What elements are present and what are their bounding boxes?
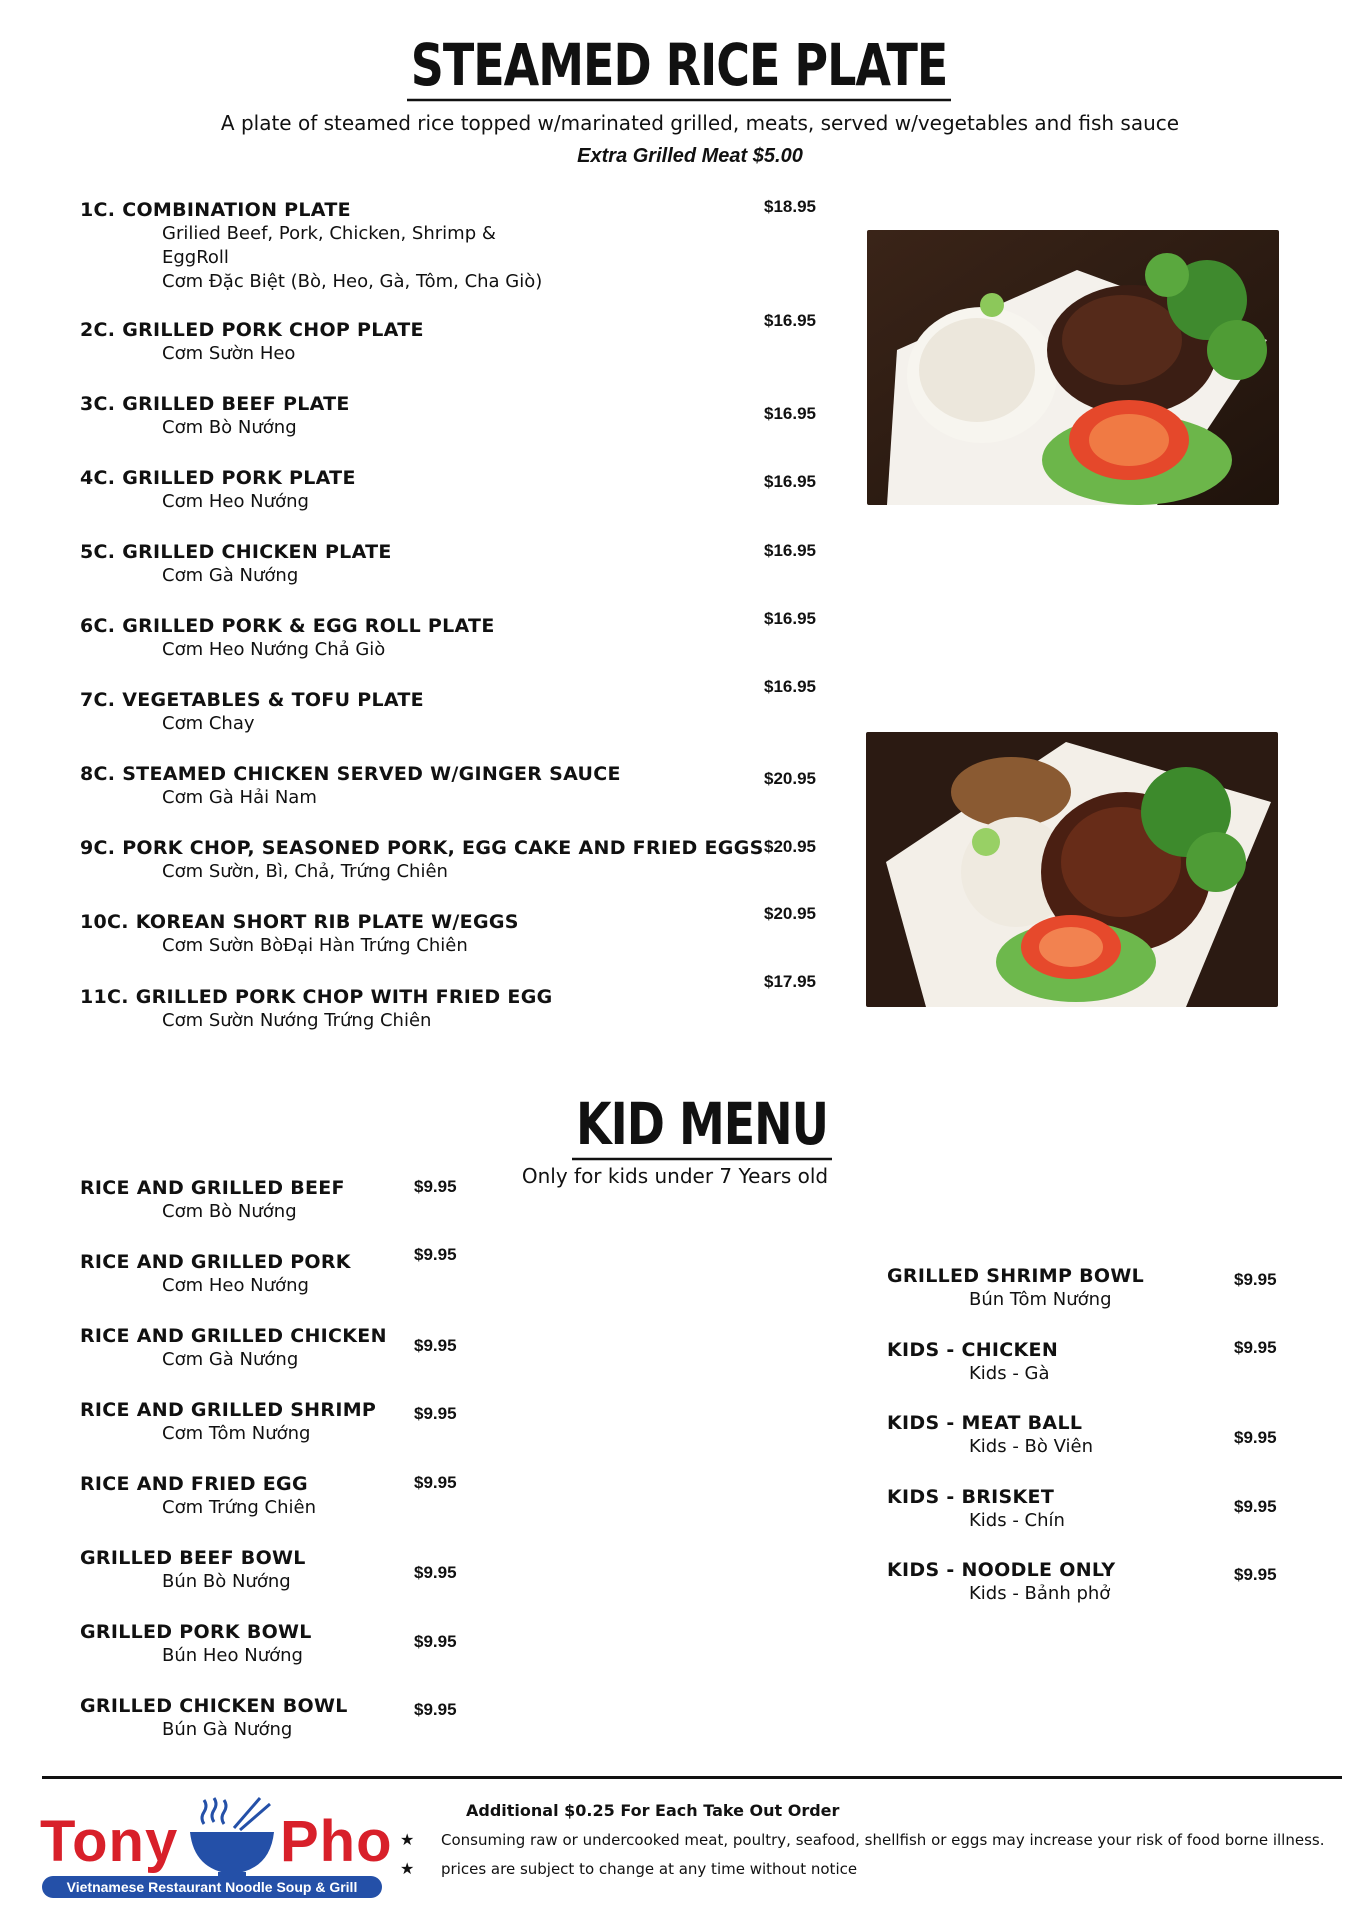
item-price: $9.95 bbox=[1234, 1270, 1277, 1289]
kids-item bbox=[887, 1264, 1144, 1312]
item-desc: Cơm Gà Nướng bbox=[162, 565, 299, 586]
star-icon: ★ bbox=[400, 1859, 415, 1878]
item-name: KIDS - MEAT BALL bbox=[887, 1412, 1083, 1434]
item-price: $9.95 bbox=[1234, 1565, 1277, 1584]
restaurant-logo bbox=[40, 1790, 393, 1900]
menu-item bbox=[80, 198, 542, 294]
item-name: KIDS - NOODLE ONLY bbox=[887, 1559, 1116, 1581]
kids-item bbox=[80, 1620, 312, 1668]
item-desc: Kids - Bò Viên bbox=[969, 1436, 1094, 1457]
logo-tagline: Vietnamese Restaurant Noodle Soup & Grill bbox=[42, 1876, 382, 1898]
kids-item bbox=[80, 1472, 316, 1520]
item-desc: Grilied Beef, Pork, Chicken, Shrimp & bbox=[162, 223, 496, 244]
item-name: 3C. GRILLED BEEF PLATE bbox=[80, 393, 350, 415]
star-icon: ★ bbox=[400, 1830, 415, 1849]
steamed-title-text: STEAMED RICE PLATE bbox=[407, 31, 952, 101]
kids-title-text: KID MENU bbox=[572, 1090, 832, 1160]
kids-item bbox=[80, 1250, 351, 1298]
item-desc: Cơm Chay bbox=[162, 713, 255, 734]
item-price: $9.95 bbox=[1234, 1338, 1277, 1357]
item-price: $9.95 bbox=[414, 1404, 457, 1423]
item-desc: Cơm Heo Nướng Chả Giò bbox=[162, 639, 386, 660]
item-name: GRILLED PORK BOWL bbox=[80, 1621, 312, 1643]
menu-item bbox=[80, 614, 495, 662]
logo-text-tony: Tony bbox=[40, 1809, 179, 1874]
noodle-bowl-icon bbox=[182, 1792, 282, 1882]
item-name: 6C. GRILLED PORK & EGG ROLL PLATE bbox=[80, 615, 495, 637]
menu-item bbox=[80, 688, 424, 736]
item-price: $16.95 bbox=[764, 311, 816, 330]
kids-item bbox=[80, 1324, 387, 1372]
item-desc: Cơm Sườn Nướng Trứng Chiên bbox=[162, 1010, 432, 1031]
item-name: 8C. STEAMED CHICKEN SERVED W/GINGER SAUCE bbox=[80, 763, 621, 785]
item-name: KIDS - CHICKEN bbox=[887, 1339, 1059, 1361]
item-price: $9.95 bbox=[414, 1336, 457, 1355]
kids-item bbox=[887, 1485, 1065, 1533]
item-price: $20.95 bbox=[764, 904, 816, 923]
item-desc: EggRoll bbox=[162, 247, 229, 268]
takeout-note: Additional $0.25 For Each Take Out Order bbox=[466, 1801, 840, 1820]
steamed-subtitle: A plate of steamed rice topped w/marinated grilled, meats, served w/vegetables and fish sauce bbox=[220, 111, 1180, 135]
item-price: $9.95 bbox=[414, 1632, 457, 1651]
item-name: 10C. KOREAN SHORT RIB PLATE W/EGGS bbox=[80, 911, 519, 933]
item-name: 11C. GRILLED PORK CHOP WITH FRIED EGG bbox=[80, 986, 553, 1008]
food-photo-combination bbox=[867, 230, 1279, 505]
item-price: $9.95 bbox=[414, 1563, 457, 1582]
item-price: $16.95 bbox=[764, 404, 816, 423]
item-desc: Kids - Gà bbox=[969, 1363, 1050, 1384]
item-name: RICE AND GRILLED SHRIMP bbox=[80, 1399, 377, 1421]
item-name: 7C. VEGETABLES & TOFU PLATE bbox=[80, 689, 424, 711]
item-name: 5C. GRILLED CHICKEN PLATE bbox=[80, 541, 392, 563]
menu-item bbox=[80, 466, 356, 514]
menu-item bbox=[80, 540, 392, 588]
item-desc: Cơm Tôm Nướng bbox=[162, 1423, 311, 1444]
kids-title bbox=[572, 1090, 832, 1158]
item-price: $9.95 bbox=[1234, 1497, 1277, 1516]
steamed-title bbox=[0, 31, 1358, 99]
item-name: GRILLED SHRIMP BOWL bbox=[887, 1265, 1145, 1287]
item-price: $16.95 bbox=[764, 541, 816, 560]
item-price: $9.95 bbox=[1234, 1428, 1277, 1447]
item-price: $9.95 bbox=[414, 1177, 457, 1196]
menu-item bbox=[80, 392, 350, 440]
item-name: 1C. COMBINATION PLATE bbox=[80, 199, 351, 221]
item-name: RICE AND GRILLED PORK bbox=[80, 1251, 351, 1273]
item-name: RICE AND FRIED EGG bbox=[80, 1473, 308, 1495]
food-photo-image bbox=[867, 230, 1279, 505]
item-desc: Bún Bò Nướng bbox=[162, 1571, 291, 1592]
item-desc: Cơm Bò Nướng bbox=[162, 417, 297, 438]
item-desc: Cơm Gà Nướng bbox=[162, 1349, 299, 1370]
price-change-note: prices are subject to change at any time without notice bbox=[441, 1860, 858, 1878]
kids-item bbox=[887, 1411, 1093, 1459]
item-name: KIDS - BRISKET bbox=[887, 1486, 1055, 1508]
item-name: RICE AND GRILLED CHICKEN bbox=[80, 1325, 387, 1347]
food-photo-image bbox=[866, 732, 1278, 1007]
menu-item bbox=[80, 318, 424, 366]
kids-item bbox=[80, 1398, 376, 1446]
item-price: $9.95 bbox=[414, 1473, 457, 1492]
item-name: 2C. GRILLED PORK CHOP PLATE bbox=[80, 319, 424, 341]
item-price: $20.95 bbox=[764, 837, 816, 856]
item-name: 4C. GRILLED PORK PLATE bbox=[80, 467, 356, 489]
item-desc: Cơm Đặc Biệt (Bò, Heo, Gà, Tôm, Cha Giò) bbox=[162, 271, 543, 292]
menu-item bbox=[80, 985, 553, 1033]
item-name: 9C. PORK CHOP, SEASONED PORK, EGG CAKE AND FRIED EGGS bbox=[80, 837, 764, 859]
item-desc: Cơm Trứng Chiên bbox=[162, 1497, 317, 1518]
item-price: $16.95 bbox=[764, 472, 816, 491]
food-safety-note: Consuming raw or undercooked meat, poultry, seafood, shellfish or eggs may increase your risk of food borne illness. bbox=[441, 1831, 1325, 1849]
item-desc: Bún Gà Nướng bbox=[162, 1719, 293, 1740]
item-desc: Kids - Chín bbox=[969, 1510, 1065, 1531]
item-desc: Cơm Sườn Heo bbox=[162, 343, 296, 364]
menu-item bbox=[80, 762, 621, 810]
menu-item bbox=[80, 910, 519, 958]
kids-item bbox=[80, 1546, 306, 1594]
item-price: $16.95 bbox=[764, 677, 816, 696]
item-name: RICE AND GRILLED BEEF bbox=[80, 1177, 345, 1199]
menu-item bbox=[80, 836, 764, 884]
footer-divider bbox=[42, 1776, 1342, 1779]
item-name: GRILLED CHICKEN BOWL bbox=[80, 1695, 348, 1717]
item-price: $18.95 bbox=[764, 197, 816, 216]
item-price: $20.95 bbox=[764, 769, 816, 788]
item-desc: Cơm Heo Nướng bbox=[162, 1275, 309, 1296]
kids-subtitle: Only for kids under 7 Years old bbox=[521, 1164, 829, 1188]
item-desc: Cơm Sườn, Bì, Chả, Trứng Chiên bbox=[162, 861, 448, 882]
kids-item bbox=[887, 1338, 1058, 1386]
item-price: $17.95 bbox=[764, 972, 816, 991]
item-desc: Cơm Gà Hải Nam bbox=[162, 787, 317, 808]
kids-item bbox=[80, 1176, 345, 1224]
food-photo-pork-chop bbox=[866, 732, 1278, 1007]
item-desc: Cơm Sườn BòĐại Hàn Trứng Chiên bbox=[162, 935, 468, 956]
item-price: $16.95 bbox=[764, 609, 816, 628]
item-desc: Cơm Heo Nướng bbox=[162, 491, 309, 512]
extra-meat-note: Extra Grilled Meat $5.00 bbox=[577, 145, 803, 167]
item-price: $9.95 bbox=[414, 1700, 457, 1719]
item-desc: Kids - Bảnh phở bbox=[969, 1583, 1111, 1604]
kids-item bbox=[887, 1558, 1115, 1606]
item-desc: Bún Heo Nướng bbox=[162, 1645, 303, 1666]
item-name: GRILLED BEEF BOWL bbox=[80, 1547, 306, 1569]
item-price: $9.95 bbox=[414, 1245, 457, 1264]
kids-item bbox=[80, 1694, 348, 1742]
logo-text-pho: Pho bbox=[280, 1809, 393, 1874]
item-desc: Bún Tôm Nướng bbox=[969, 1289, 1112, 1310]
item-desc: Cơm Bò Nướng bbox=[162, 1201, 297, 1222]
